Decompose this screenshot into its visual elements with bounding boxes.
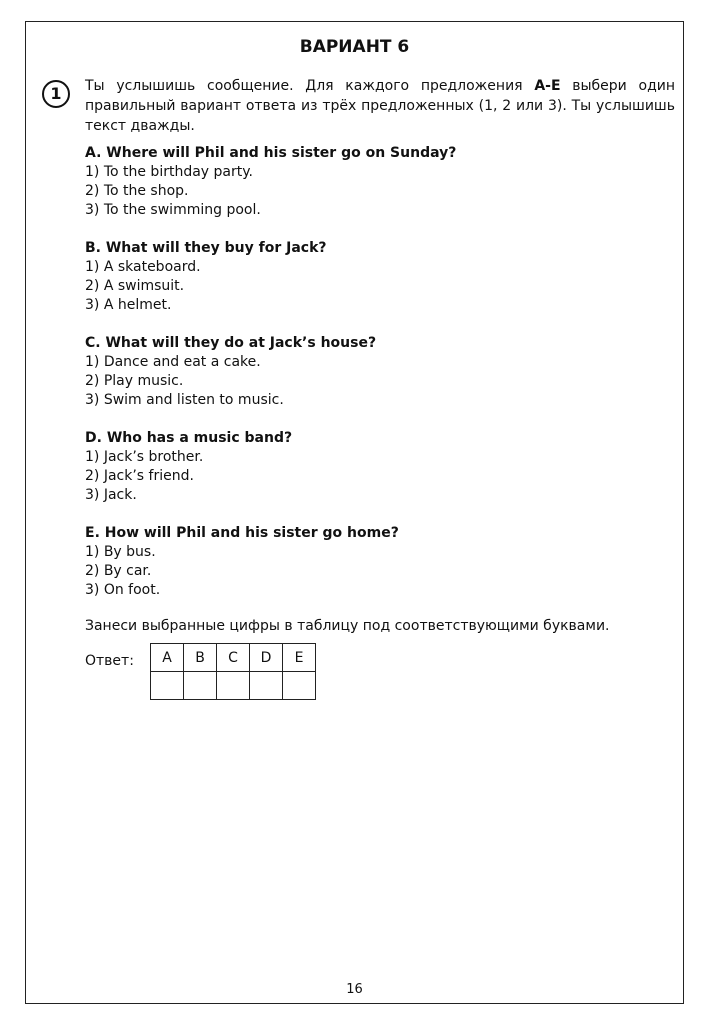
instruction-text-2: выбери один правильный вариант ответа из трёх предложенных (1, 2 или 3). Ты услышишь текст дважды.: [85, 78, 675, 134]
answer-header-a: A: [151, 644, 184, 672]
instruction-text-1: Ты услышишь сообщение. Для каждого предложения: [85, 78, 535, 94]
question-d: [85, 428, 675, 505]
answer-header-c: C: [217, 644, 250, 672]
question-text: B. What will they buy for Jack?: [85, 240, 327, 256]
question-c: [85, 333, 675, 410]
option-3: 3) On foot.: [85, 582, 161, 598]
question-text: D. Who has a music band?: [85, 430, 293, 446]
answer-label: Ответ:: [85, 653, 134, 669]
option-2: 2) A swimsuit.: [85, 278, 185, 294]
option-3: 3) To the swimming pool.: [85, 202, 261, 218]
option-2: 2) Jack’s friend.: [85, 468, 194, 484]
option-3: 3) Swim and listen to music.: [85, 392, 284, 408]
answer-cell-e[interactable]: [283, 672, 316, 700]
option-1: 1) To the birthday party.: [85, 164, 253, 180]
question-e: [85, 523, 675, 600]
answer-header-e: E: [283, 644, 316, 672]
page-number: 16: [346, 982, 363, 997]
page-title: ВАРИАНТ 6: [299, 37, 410, 57]
option-3: 3) Jack.: [85, 487, 137, 503]
option-2: 2) Play music.: [85, 373, 184, 389]
question-text: C. What will they do at Jack’s house?: [85, 335, 377, 351]
questions-list: [85, 143, 675, 618]
option-2: 2) To the shop.: [85, 183, 189, 199]
option-1: 1) By bus.: [85, 544, 156, 560]
answer-table: [150, 643, 316, 700]
answer-cell-d[interactable]: [250, 672, 283, 700]
option-1: 1) Dance and eat a cake.: [85, 354, 261, 370]
answer-input-row: [151, 672, 316, 700]
answer-instruction: Занеси выбранные цифры в таблицу под соответствующими буквами.: [85, 618, 610, 634]
option-3: 3) A helmet.: [85, 297, 172, 313]
task-number-badge: 1: [42, 80, 70, 108]
answer-cell-b[interactable]: [184, 672, 217, 700]
option-1: 1) Jack’s brother.: [85, 449, 204, 465]
option-1: 1) A skateboard.: [85, 259, 201, 275]
answer-cell-a[interactable]: [151, 672, 184, 700]
question-text: E. How will Phil and his sister go home?: [85, 525, 399, 541]
answer-cell-c[interactable]: [217, 672, 250, 700]
answer-header-row: [151, 644, 316, 672]
question-text: A. Where will Phil and his sister go on Sunday?: [85, 145, 457, 161]
answer-header-b: B: [184, 644, 217, 672]
instruction-bold: A-E: [534, 78, 561, 94]
question-b: [85, 238, 675, 315]
option-2: 2) By car.: [85, 563, 152, 579]
question-a: [85, 143, 675, 220]
task-instruction: [85, 76, 675, 136]
answer-header-d: D: [250, 644, 283, 672]
